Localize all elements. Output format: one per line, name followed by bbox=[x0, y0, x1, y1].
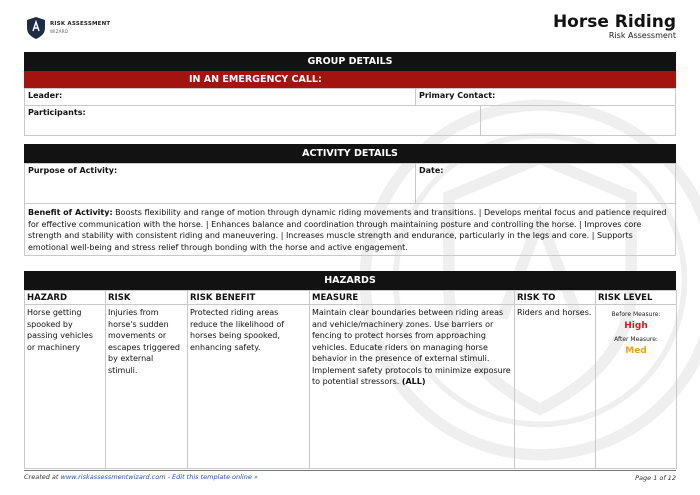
brand-logo bbox=[24, 14, 134, 44]
col-risk-to: RISK TO bbox=[515, 291, 596, 305]
before-level-badge: High bbox=[624, 320, 648, 331]
brand-tagline: WIZARD bbox=[50, 29, 69, 34]
shield-icon bbox=[26, 16, 46, 40]
before-measure-label: Before Measure: bbox=[611, 311, 661, 318]
risk-benefit-cell: Protected riding areas reduce the likelihood of horses being spooked, enhancing safety. bbox=[188, 305, 310, 469]
col-risk-benefit: RISK BENEFIT bbox=[188, 291, 310, 305]
group-details-header: GROUP DETAILS bbox=[24, 52, 676, 71]
col-risk-level: RISK LEVEL bbox=[596, 291, 677, 305]
measure-text: Maintain clear boundaries between riding areas and vehicle/machinery zones. Use barriers or fencing to protect horses from approaching vehicles. Educate riders on managing horse behavior in the presence of external stimuli. Implement safety protocols to minimize exposure to potential stressors. bbox=[312, 308, 511, 386]
after-measure-label: After Measure: bbox=[614, 336, 658, 343]
group-details-section bbox=[24, 52, 676, 136]
leader-field[interactable]: Leader: bbox=[25, 89, 416, 105]
page-footer bbox=[24, 470, 676, 481]
footer-created-text: Created at bbox=[24, 473, 61, 481]
hazards-table bbox=[24, 290, 677, 469]
benefit-text: Boosts flexibility and range of motion through dynamic riding movements and transitions. | Develops mental focus and patience required for effective communication with the horse. | Enhances balance and coordination through maintaining posture and controlling the horse. | Improves core strength and stability with consistent riding and maneuvering. | Increases muscle strength and endurance, particularly in the legs and core. | Supports emotional well-being and stress relief through bonding with the horse and active engagement. bbox=[28, 208, 667, 252]
activity-details-header: ACTIVITY DETAILS bbox=[24, 144, 676, 163]
purpose-field[interactable]: Purpose of Activity: bbox=[25, 164, 416, 203]
hazards-section bbox=[24, 271, 676, 469]
benefit-of-activity bbox=[25, 204, 675, 255]
emergency-call-bar: IN AN EMERGENCY CALL: bbox=[24, 71, 676, 88]
benefit-label: Benefit of Activity: bbox=[28, 208, 113, 217]
risk-level-cell bbox=[596, 305, 677, 469]
hazard-cell: Horse getting spooked by passing vehicles or machinery bbox=[25, 305, 106, 469]
document-subtitle: Risk Assessment bbox=[608, 31, 676, 40]
activity-details-grid bbox=[24, 163, 676, 256]
activity-details-section bbox=[24, 144, 676, 256]
measure-cell bbox=[310, 305, 515, 469]
footer-link[interactable]: www.riskassessmentwizard.com - Edit this template online » bbox=[60, 473, 258, 481]
page-header bbox=[24, 14, 676, 50]
date-field[interactable]: Date: bbox=[419, 166, 444, 175]
after-level-badge: Med bbox=[625, 345, 647, 356]
col-hazard: HAZARD bbox=[25, 291, 106, 305]
page-number: Page 1 of 12 bbox=[635, 474, 676, 482]
primary-contact-field[interactable]: Primary Contact: bbox=[419, 91, 496, 100]
col-risk: RISK bbox=[106, 291, 188, 305]
measure-tag: (ALL) bbox=[401, 377, 426, 386]
table-row bbox=[25, 305, 677, 469]
document-title: Horse Riding bbox=[552, 12, 676, 32]
participants-extra-field[interactable] bbox=[481, 106, 675, 135]
hazards-header: HAZARDS bbox=[24, 271, 676, 290]
hazards-header-row bbox=[25, 291, 677, 305]
group-details-grid bbox=[24, 88, 676, 136]
participants-field[interactable]: Participants: bbox=[25, 106, 481, 135]
risk-to-cell: Riders and horses. bbox=[515, 305, 596, 469]
col-measure: MEASURE bbox=[310, 291, 515, 305]
risk-cell: Injuries from horse's sudden movements or escapes triggered by external stimuli. bbox=[106, 305, 188, 469]
brand-name: RISK ASSESSMENT bbox=[50, 21, 111, 27]
